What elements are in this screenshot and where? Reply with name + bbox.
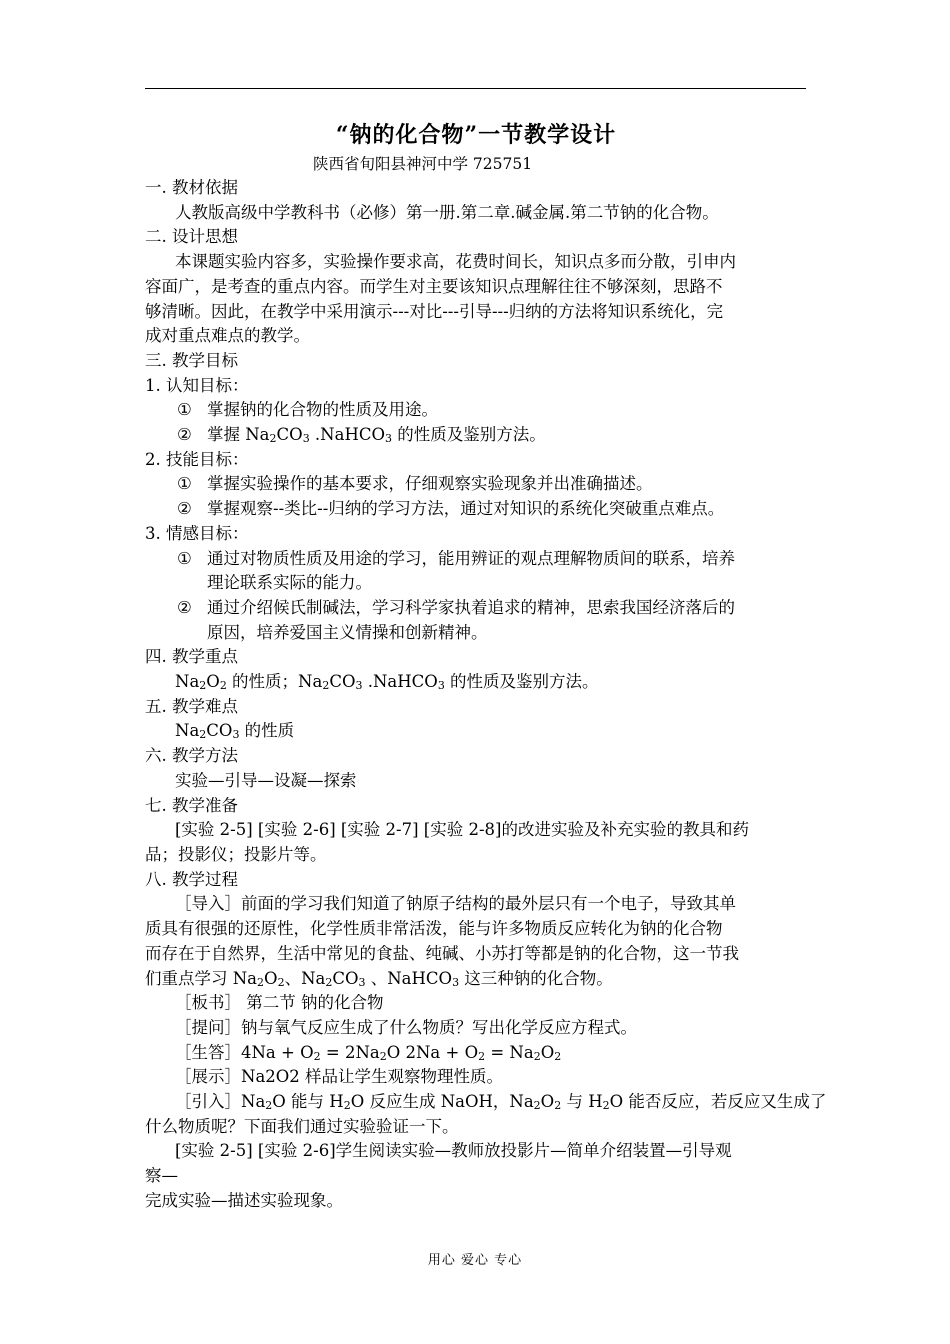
goal-emotion-heading: 3. 情感目标： [145,523,249,543]
experiment-line-3: 完成实验—描述实验现象。 [145,1190,343,1210]
list-item: ② 掌握 $Na_2CO_3$ .NaHCO$_3$ 的性质及鉴别方法。 [145,423,807,448]
experiment-line-2: 察— [145,1166,178,1186]
design-idea-line-1: 本课题实验内容多，实验操作要求高，花费时间长，知识点多而分散，引申内 [175,252,736,272]
document-title: “钠的化合物”一节教学设计 [335,122,617,148]
teaching-method: 实验—引导—设凝—探索 [175,770,357,790]
item-number: ② [177,499,192,519]
item-number: ① [177,400,192,420]
item-number: ② [177,597,192,617]
student-answer: ［生答］4Na + $O_2 = 2Na_2O$ $2Na + O_2 = Na_2O_2$ [175,1042,562,1063]
lead-line-1: ［引入$]Na_2O$ 能与 $H_2O$ 反应生成 NaOH，$Na_2O_2$ 与 $H_2O$ 能否反应，若反应又生成了 [175,1092,827,1113]
preparation-line-1: [实验 2-5] [实验 2-6] [实验 2-7] [实验 2-8]的改进实验及补充实验的教具和药 [175,820,749,840]
list-item: ① 掌握钠的化合物的性质及用途。 [145,398,807,423]
key-points: $Na_2O_2$ 的性质；$Na_2CO_3$ .NaHCO$_3$ 的性质及鉴别方法。 [175,672,599,693]
design-idea-line-2: 容面广，是考查的重点内容。而学生对主要该知识点理解往往不够深刻，思路不 [145,276,723,296]
item-number: ① [177,548,192,568]
textbook-basis: 人教版高级中学教科书（必修）第一册.第二章.碱金属.第二节钠的化合物。 [175,202,719,222]
list-item: ① 通过对物质性质及用途的学习，能用辨证的观点理解物质间的联系，培养 理论联系实际的能力。 [177,548,735,593]
section-heading-3: 三. 教学目标 [145,350,238,370]
section-heading-5: 五. 教学难点 [145,696,238,716]
header-rule [145,88,806,89]
item-number: ① [177,474,192,494]
experiment-line-1: [实验 2-5] [实验 2-6]学生阅读实验—教师放投影片—简单介绍装置—引导观 [175,1141,732,1161]
list-item: ② 掌握观察--类比--归纳的学习方法，通过对知识的系统化突破重点难点。 [145,497,807,522]
author-line: 陕西省旬阳县神河中学 725751 [313,155,533,173]
section-heading-8: 八. 教学过程 [145,869,238,889]
design-idea-line-3: 够清晰。因此，在教学中采用演示---对比---引导---归纳的方法将知识系统化，完 [145,301,724,321]
section-heading-1: 一. 教材依据 [145,178,238,197]
intro-line-3: 而存在于自然界，生活中常见的食盐、纯碱、小苏打等都是钠的化合物，这一节我 [145,943,739,963]
board-note: ［板书］ 第二节 钠的化合物 [175,993,384,1013]
section-heading-2: 二. 设计思想 [145,227,238,247]
document-body [145,118,827,1214]
section-heading-4: 四. 教学重点 [145,647,238,667]
question-line: ［提问］钠与氧气反应生成了什么物质？写出化学反应方程式。 [175,1017,637,1037]
intro-line-2: 质具有很强的还原性，化学性质非常活泼，能与许多物质反应转化为钠的化合物 [145,919,723,939]
section-heading-7: 七. 教学准备 [145,795,238,815]
difficult-points: $Na_2CO_3$ 的性质 [175,721,295,742]
design-idea-line-4: 成对重点难点的教学。 [145,326,310,346]
preparation-line-2: 品；投影仪；投影片等。 [145,844,327,864]
lead-line-2: 什么物质呢？下面我们通过实验验证一下。 [145,1116,459,1136]
list-item: ② 通过介绍候氏制碱法，学习科学家执着追求的精神，思索我国经济落后的 原因，培养爱国主义情操和创新精神。 [177,597,735,642]
goal-cognitive-heading: 1. 认知目标： [145,375,249,395]
intro-line-4: 们重点学习 $Na_2O_2$、$Na_2CO_3$ 、NaHCO$_3$ 这三种钠的化合物。 [145,968,613,989]
show-line: ［展示］Na2O2 样品让学生观察物理性质。 [175,1067,504,1087]
section-heading-6: 六. 教学方法 [145,746,238,766]
intro-line-1: ［导入］前面的学习我们知道了钠原子结构的最外层只有一个电子，导致其单 [175,894,736,914]
page-footer: 用心 爱心 专心 [427,1253,523,1268]
list-item: ① 掌握实验操作的基本要求，仔细观察实验现象并出准确描述。 [145,472,807,497]
item-number: ② [177,425,192,445]
goal-skill-heading: 2. 技能目标： [145,449,249,469]
